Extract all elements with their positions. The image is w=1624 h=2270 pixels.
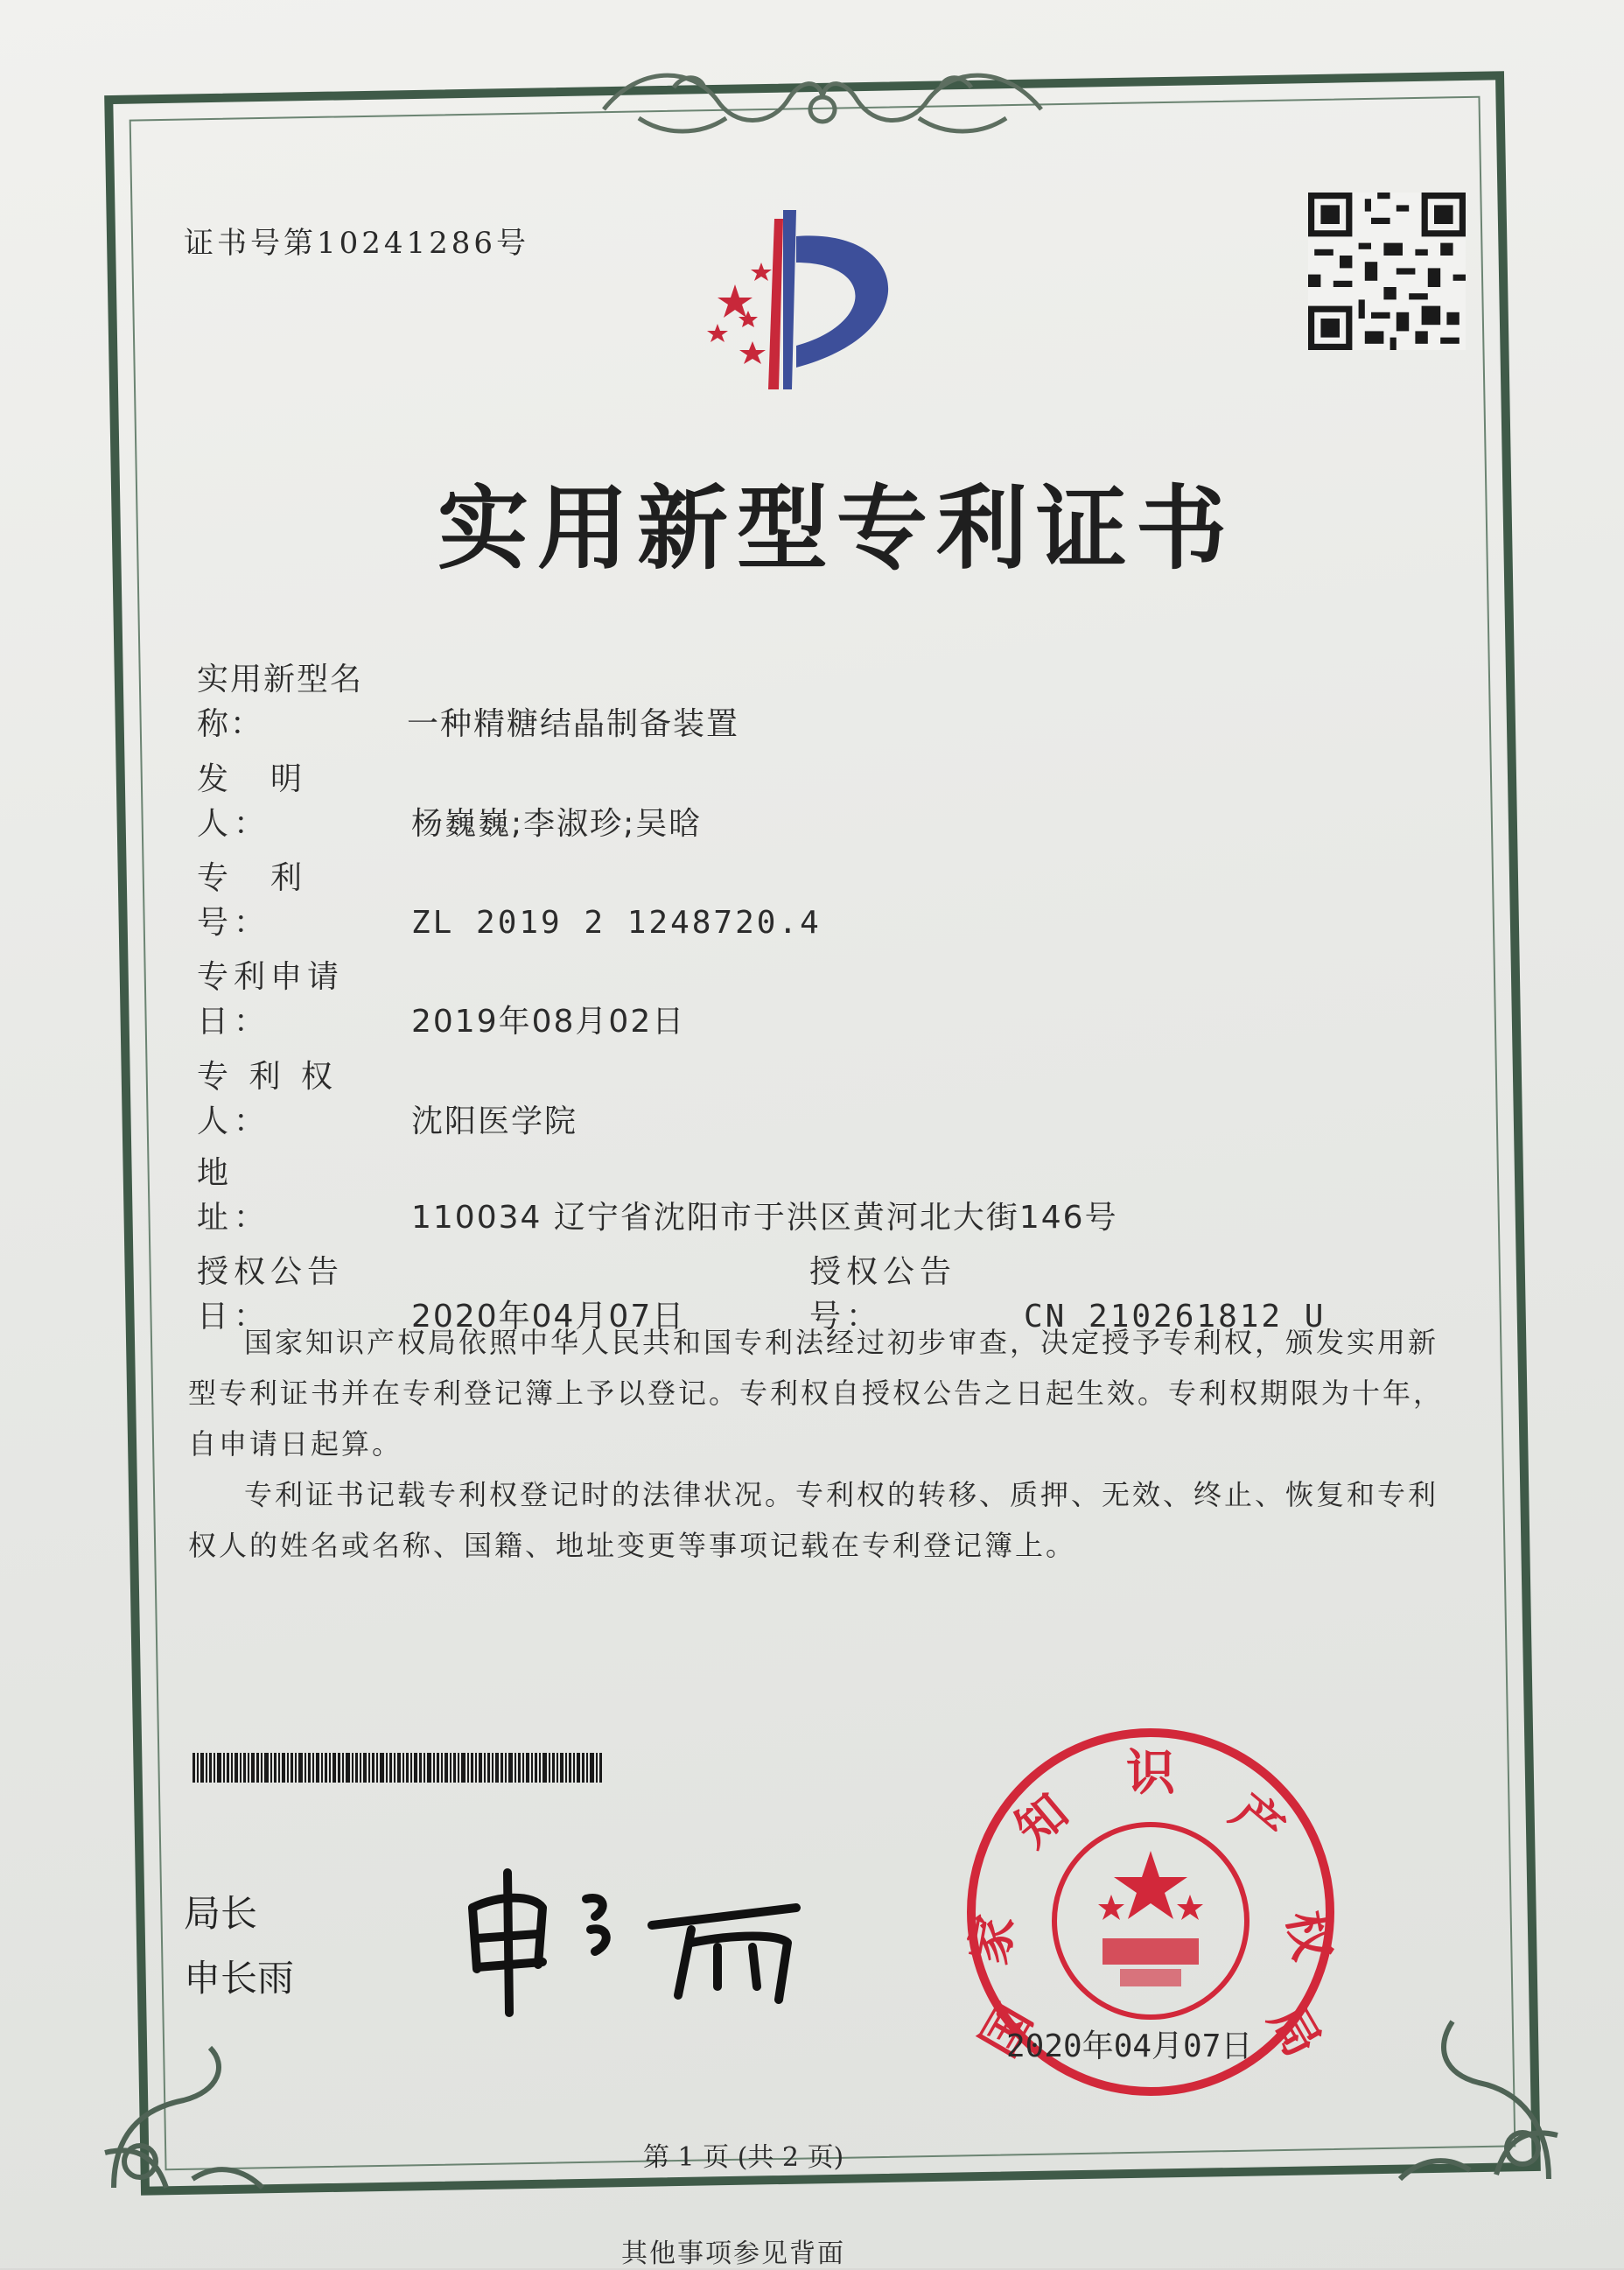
bottom-right-ornament-icon <box>1382 1986 1575 2196</box>
director-block <box>184 1881 294 2011</box>
certificate-body <box>188 1317 1448 1571</box>
field-value: 110034 辽宁省沈阳市于洪区黄河北大街146号 <box>411 1200 1118 1236</box>
field-label: 专 利 号： <box>197 860 345 941</box>
svg-text:国: 国 <box>970 1995 1045 2067</box>
field-value: 2019年08月02日 <box>411 1004 686 1040</box>
field-label: 授权公告日： <box>197 1254 345 1335</box>
director-name: 申长雨 <box>184 1957 295 2000</box>
field-patent-number <box>197 853 822 942</box>
qr-code <box>1308 193 1466 350</box>
cnipa-logo-icon <box>700 201 945 394</box>
field-label: 地 址： <box>197 1155 345 1236</box>
field-utility-model-name <box>197 655 739 744</box>
field-value: 一种精糖结晶制备装置 <box>407 706 740 742</box>
field-application-date <box>197 952 685 1041</box>
certificate-number: 证书号第10241286号 <box>184 226 530 261</box>
field-value: CN 210261812 U <box>1024 1299 1326 1335</box>
field-address <box>197 1148 1118 1237</box>
svg-text:权: 权 <box>1276 1906 1341 1965</box>
certificate-title: 实用新型专利证书 <box>438 474 1236 582</box>
field-label: 专 利 权 人： <box>197 1059 338 1139</box>
field-patentee <box>197 1052 578 1141</box>
field-label: 实用新型名称： <box>197 662 364 742</box>
field-value: 杨巍巍;李淑珍;吴晗 <box>411 806 703 842</box>
field-value: 沈阳医学院 <box>411 1103 578 1139</box>
field-label: 专利申请日： <box>197 959 345 1040</box>
seal-date: 2020年04月07日 <box>1006 2028 1253 2064</box>
barcode <box>192 1753 604 1783</box>
paragraph: 专利证书记载专利权登记时的法律状况。专利权的转移、质押、无效、终止、恢复和专利权人的姓名或名称、国籍、地址变更等事项记载在专利登记簿上。 <box>188 1478 1439 1562</box>
field-label: 授权公告号： <box>809 1254 957 1335</box>
director-title: 局长 <box>184 1892 258 1935</box>
page-number: 第 1 页 (共 2 页) <box>643 2142 844 2173</box>
svg-text:产: 产 <box>1220 1783 1295 1859</box>
bottom-left-ornament-icon <box>88 2013 280 2205</box>
svg-text:知: 知 <box>1004 1783 1080 1859</box>
field-value: 2020年04月07日 <box>411 1299 686 1335</box>
svg-text:家: 家 <box>960 1910 1026 1970</box>
back-note: 其他事项参见背面 <box>621 2238 845 2269</box>
paragraph: 国家知识产权局依照中华人民共和国专利法经过初步审查，决定授予专利权，颁发实用新型专利证书并在专利登记簿上予以登记。专利权自授权公告之日起生效。专利权期限为十年，自申请日起算。 <box>188 1326 1445 1461</box>
top-ornament-icon <box>586 48 1059 153</box>
field-label: 发 明 人： <box>197 761 345 842</box>
director-signature <box>455 1846 822 2021</box>
svg-text:局: 局 <box>1256 1995 1332 2067</box>
field-inventors <box>197 754 702 844</box>
svg-text:识: 识 <box>1126 1745 1175 1802</box>
field-value: ZL 2019 2 1248720.4 <box>411 905 822 941</box>
